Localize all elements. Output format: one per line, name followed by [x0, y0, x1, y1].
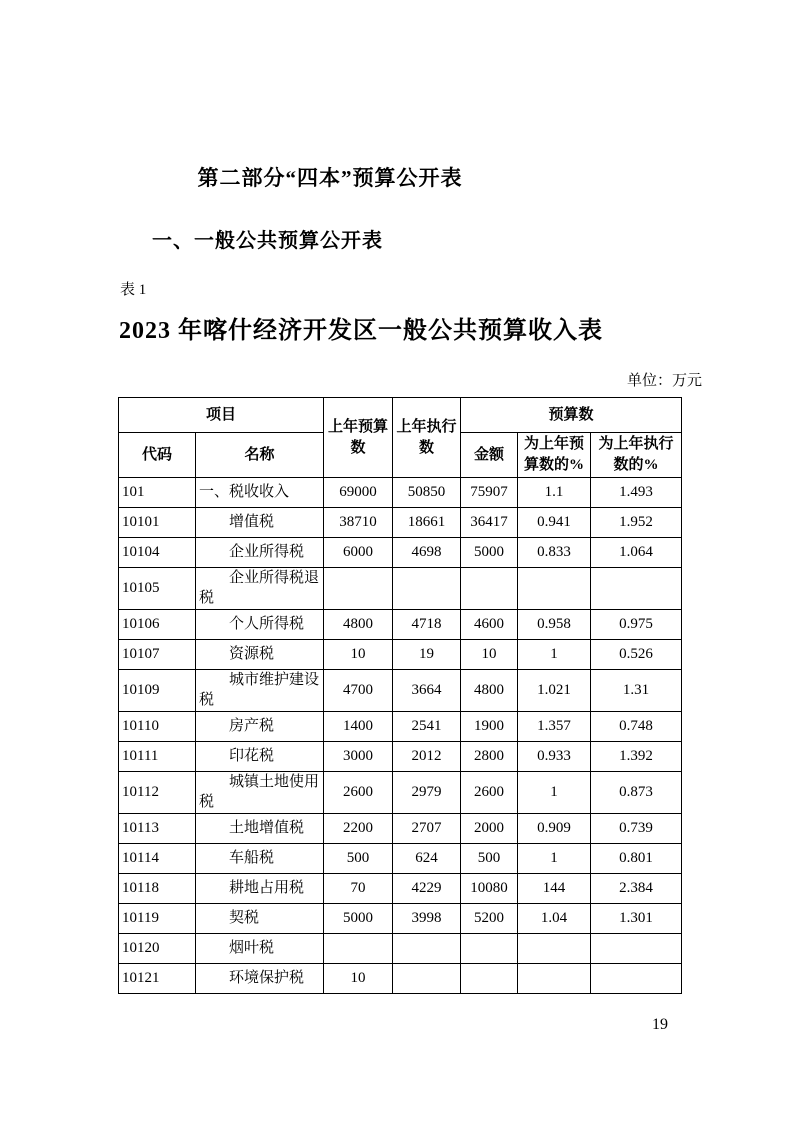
- cell-name: 契税: [196, 904, 324, 934]
- page-number: 19: [652, 1016, 668, 1033]
- header-amount: 金额: [461, 433, 518, 478]
- cell-amount: 4800: [461, 670, 518, 712]
- cell-amount: 5000: [461, 538, 518, 568]
- cell-name: 一、税收收入: [196, 478, 324, 508]
- cell-name: 环境保护税: [196, 964, 324, 994]
- cell-prev-budget: 38710: [324, 508, 393, 538]
- cell-code: 10107: [119, 640, 196, 670]
- cell-name: 土地增值税: [196, 814, 324, 844]
- cell-code: 10101: [119, 508, 196, 538]
- part-title: 第二部分“四本”预算公开表: [197, 166, 463, 190]
- cell-code: 10110: [119, 712, 196, 742]
- cell-code: 10120: [119, 934, 196, 964]
- cell-prev-budget: 4700: [324, 670, 393, 712]
- cell-prev-budget: 2600: [324, 772, 393, 814]
- cell-amount: 4600: [461, 610, 518, 640]
- table-row: [119, 742, 682, 772]
- header-prev-budget: 上年预算数: [324, 398, 393, 478]
- cell-amount: 10: [461, 640, 518, 670]
- cell-code: 10113: [119, 814, 196, 844]
- cell-code: 10106: [119, 610, 196, 640]
- cell-pct-prev-budget: [518, 568, 591, 610]
- cell-code: 10105: [119, 568, 196, 610]
- cell-prev-budget: [324, 934, 393, 964]
- cell-amount: 2600: [461, 772, 518, 814]
- cell-prev-exec: 2541: [393, 712, 461, 742]
- cell-prev-exec: 4718: [393, 610, 461, 640]
- cell-prev-budget: 500: [324, 844, 393, 874]
- cell-prev-budget: 1400: [324, 712, 393, 742]
- table-row: [119, 610, 682, 640]
- cell-amount: 500: [461, 844, 518, 874]
- cell-prev-exec: 4229: [393, 874, 461, 904]
- table-row: [119, 538, 682, 568]
- cell-prev-exec: 2012: [393, 742, 461, 772]
- cell-pct-prev-budget: 1: [518, 772, 591, 814]
- header-pct-prev-exec: 为上年执行数的%: [591, 433, 682, 478]
- table-row: [119, 478, 682, 508]
- cell-prev-budget: [324, 568, 393, 610]
- table-row: [119, 934, 682, 964]
- cell-pct-prev-exec: 1.064: [591, 538, 682, 568]
- cell-amount: [461, 568, 518, 610]
- cell-name: 烟叶税: [196, 934, 324, 964]
- cell-prev-budget: 70: [324, 874, 393, 904]
- cell-code: 10114: [119, 844, 196, 874]
- cell-amount: 10080: [461, 874, 518, 904]
- cell-code: 10121: [119, 964, 196, 994]
- cell-amount: 2800: [461, 742, 518, 772]
- header-code: 代码: [119, 433, 196, 478]
- cell-pct-prev-budget: 1: [518, 844, 591, 874]
- cell-name: 车船税: [196, 844, 324, 874]
- cell-name: 增值税: [196, 508, 324, 538]
- cell-prev-exec: [393, 568, 461, 610]
- cell-pct-prev-budget: 0.958: [518, 610, 591, 640]
- table-row: [119, 772, 682, 814]
- budget-revenue-table: [118, 397, 682, 994]
- cell-pct-prev-exec: 1.952: [591, 508, 682, 538]
- cell-pct-prev-budget: 0.941: [518, 508, 591, 538]
- table-title: 2023 年喀什经济开发区一般公共预算收入表: [119, 318, 603, 344]
- cell-code: 10109: [119, 670, 196, 712]
- cell-code: 10118: [119, 874, 196, 904]
- header-project-group: 项目: [119, 398, 324, 433]
- cell-pct-prev-budget: [518, 964, 591, 994]
- cell-code: 101: [119, 478, 196, 508]
- cell-name: 企业所得税退税: [196, 568, 324, 610]
- cell-pct-prev-exec: 0.873: [591, 772, 682, 814]
- cell-pct-prev-exec: [591, 568, 682, 610]
- table-row: [119, 964, 682, 994]
- cell-amount: 2000: [461, 814, 518, 844]
- cell-pct-prev-exec: 2.384: [591, 874, 682, 904]
- table-row: [119, 568, 682, 610]
- unit-note: 单位：万元: [626, 373, 702, 389]
- cell-prev-exec: 2979: [393, 772, 461, 814]
- cell-prev-exec: [393, 934, 461, 964]
- table-header: [119, 398, 682, 478]
- cell-amount: [461, 934, 518, 964]
- cell-prev-budget: 6000: [324, 538, 393, 568]
- cell-prev-budget: 4800: [324, 610, 393, 640]
- cell-prev-budget: 69000: [324, 478, 393, 508]
- cell-name: 印花税: [196, 742, 324, 772]
- cell-prev-exec: 18661: [393, 508, 461, 538]
- cell-pct-prev-budget: [518, 934, 591, 964]
- header-name: 名称: [196, 433, 324, 478]
- cell-amount: [461, 964, 518, 994]
- cell-pct-prev-budget: 0.933: [518, 742, 591, 772]
- table-label: 表 1: [120, 282, 147, 298]
- cell-code: 10111: [119, 742, 196, 772]
- cell-pct-prev-exec: 0.739: [591, 814, 682, 844]
- cell-code: 10119: [119, 904, 196, 934]
- cell-pct-prev-exec: [591, 934, 682, 964]
- cell-prev-exec: 19: [393, 640, 461, 670]
- cell-pct-prev-budget: 1.357: [518, 712, 591, 742]
- table-row: [119, 844, 682, 874]
- table-row: [119, 508, 682, 538]
- cell-name: 个人所得税: [196, 610, 324, 640]
- cell-pct-prev-exec: 0.748: [591, 712, 682, 742]
- cell-prev-budget: 10: [324, 640, 393, 670]
- table-row: [119, 904, 682, 934]
- cell-prev-exec: [393, 964, 461, 994]
- cell-name: 资源税: [196, 640, 324, 670]
- table-row: [119, 640, 682, 670]
- cell-prev-exec: 624: [393, 844, 461, 874]
- cell-pct-prev-exec: 1.392: [591, 742, 682, 772]
- cell-prev-budget: 10: [324, 964, 393, 994]
- cell-pct-prev-exec: 0.801: [591, 844, 682, 874]
- cell-amount: 36417: [461, 508, 518, 538]
- table-row: [119, 814, 682, 844]
- cell-prev-exec: 3998: [393, 904, 461, 934]
- cell-pct-prev-exec: 1.493: [591, 478, 682, 508]
- table-row: [119, 670, 682, 712]
- cell-amount: 1900: [461, 712, 518, 742]
- header-prev-exec: 上年执行数: [393, 398, 461, 478]
- cell-pct-prev-budget: 1: [518, 640, 591, 670]
- cell-pct-prev-exec: 0.975: [591, 610, 682, 640]
- cell-code: 10104: [119, 538, 196, 568]
- cell-pct-prev-budget: 1.04: [518, 904, 591, 934]
- table-body: [119, 478, 682, 994]
- cell-prev-budget: 2200: [324, 814, 393, 844]
- cell-name: 城镇土地使用税: [196, 772, 324, 814]
- header-pct-prev-budget: 为上年预算数的%: [518, 433, 591, 478]
- cell-amount: 5200: [461, 904, 518, 934]
- cell-pct-prev-budget: 144: [518, 874, 591, 904]
- cell-prev-budget: 3000: [324, 742, 393, 772]
- header-row-1: [119, 398, 682, 433]
- cell-prev-budget: 5000: [324, 904, 393, 934]
- cell-name: 房产税: [196, 712, 324, 742]
- cell-name: 城市维护建设税: [196, 670, 324, 712]
- cell-name: 企业所得税: [196, 538, 324, 568]
- cell-prev-exec: 3664: [393, 670, 461, 712]
- cell-pct-prev-exec: 1.301: [591, 904, 682, 934]
- cell-pct-prev-budget: 0.833: [518, 538, 591, 568]
- cell-code: 10112: [119, 772, 196, 814]
- cell-prev-exec: 2707: [393, 814, 461, 844]
- section-title: 一、一般公共预算公开表: [152, 230, 383, 252]
- cell-pct-prev-budget: 1.1: [518, 478, 591, 508]
- cell-pct-prev-exec: [591, 964, 682, 994]
- cell-prev-exec: 4698: [393, 538, 461, 568]
- cell-pct-prev-budget: 0.909: [518, 814, 591, 844]
- table-row: [119, 712, 682, 742]
- cell-amount: 75907: [461, 478, 518, 508]
- header-budget-group: 预算数: [461, 398, 682, 433]
- cell-prev-exec: 50850: [393, 478, 461, 508]
- cell-pct-prev-exec: 1.31: [591, 670, 682, 712]
- cell-name: 耕地占用税: [196, 874, 324, 904]
- cell-pct-prev-exec: 0.526: [591, 640, 682, 670]
- cell-pct-prev-budget: 1.021: [518, 670, 591, 712]
- table-row: [119, 874, 682, 904]
